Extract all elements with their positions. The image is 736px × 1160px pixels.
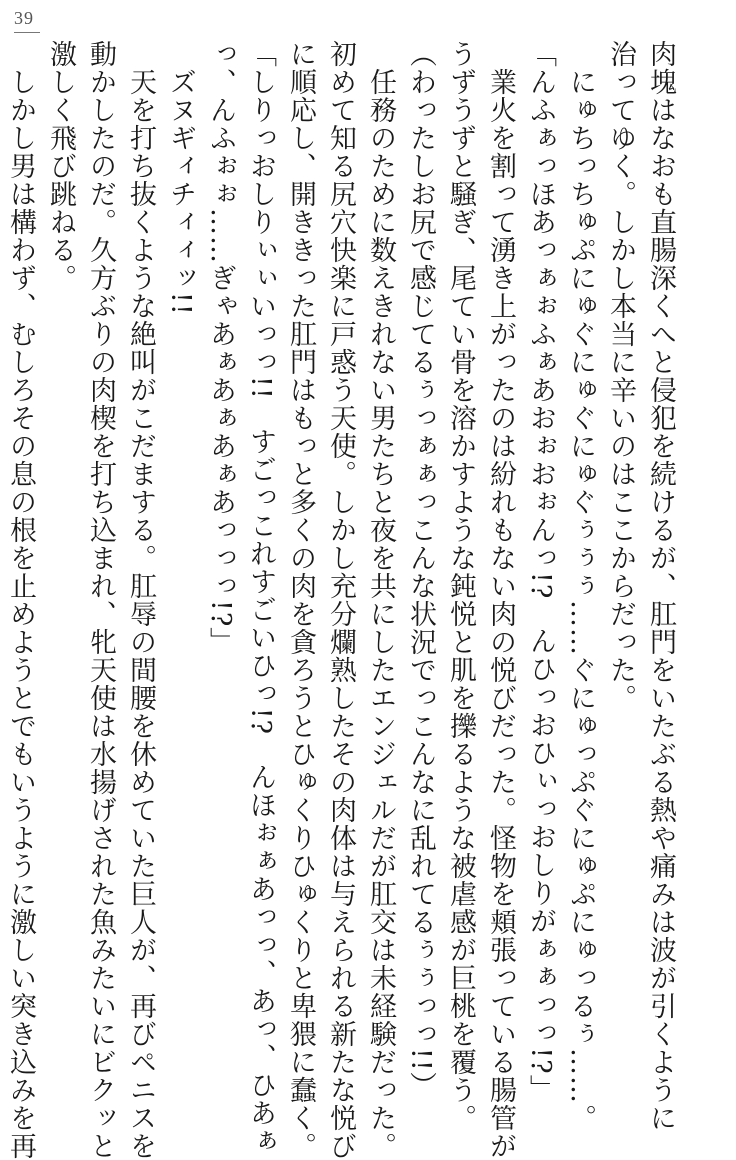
text-line: 「んふぁっほあっぁぉふぁあおぉおぉんっ!? んひっおひぃっおしりがぁぁっっ!?」 [525,40,556,1103]
text-line: 業火を割って湧き上がったのは紛れもない肉の悦びだった。怪物を頬張っている腸管が [485,40,516,1160]
text-line: うずうずと騒ぎ、尾てい骨を溶かすような鈍悦と肌を擽るような被虐感が巨桃を覆う。 [445,40,476,1132]
text-line: 初めて知る尻穴快楽に戸惑う天使。しかし充分爛熟したその肉体は与えられる新たな悦び [325,40,356,1160]
text-line: （わったしお尻で感じてるぅっぁぁっこんな状況でっこんなに乱れてるぅぅっっ!!） [405,40,436,1100]
text-line: 治ってゆく。しかし本当に辛いのはここからだった。 [605,40,636,712]
text-line: 任務のために数えきれない男たちと夜を共にしたエンジェルだが肛交は未経験だった。 [365,40,396,1160]
page-number: 39 [14,8,34,28]
text-line: 「しりっおしりぃぃいっっ!! すごっこれすごいひっ!? んほぉぁあっっ、あっ、ひあぁ [245,40,276,1156]
text-line: 天を打ち抜くような絶叫がこだまする。肛辱の間腰を休めていた巨人が、再びペニスを [125,40,156,1160]
text-line: にゅちっちゅぷにゅぐにゅぐにゅぐぅぅぅ……ぐにゅっぷぐにゅぷにゅっるぅ……。 [565,40,596,1132]
page-number-rule [14,32,40,33]
text-line: っ、んふぉぉ……ぎゃあぁあぁあぁあっっっ!?」 [205,40,236,656]
text-line: しかし男は構わず、むしろその息の根を止めようとでもいうように激しい突き込みを再 [5,40,36,1160]
vertical-text-body [5,40,680,1160]
text-line: ズヌギィチィィッ!! [165,40,196,316]
text-line: 動かしたのだ。久方ぶりの肉楔を打ち込まれ、牝天使は水揚げされた魚みたいにビクッと [85,40,116,1160]
text-line: 肉塊はなおも直腸深くへと侵犯を続けるが、肛門をいたぶる熱や痛みは波が引くように [645,40,676,1132]
text-line: 激しく飛び跳ねる。 [45,40,76,292]
text-line: に順応し、開ききった肛門はもっと多くの肉を貪ろうとひゅくりひゅくりと卑猥に蠢く。 [285,40,316,1160]
